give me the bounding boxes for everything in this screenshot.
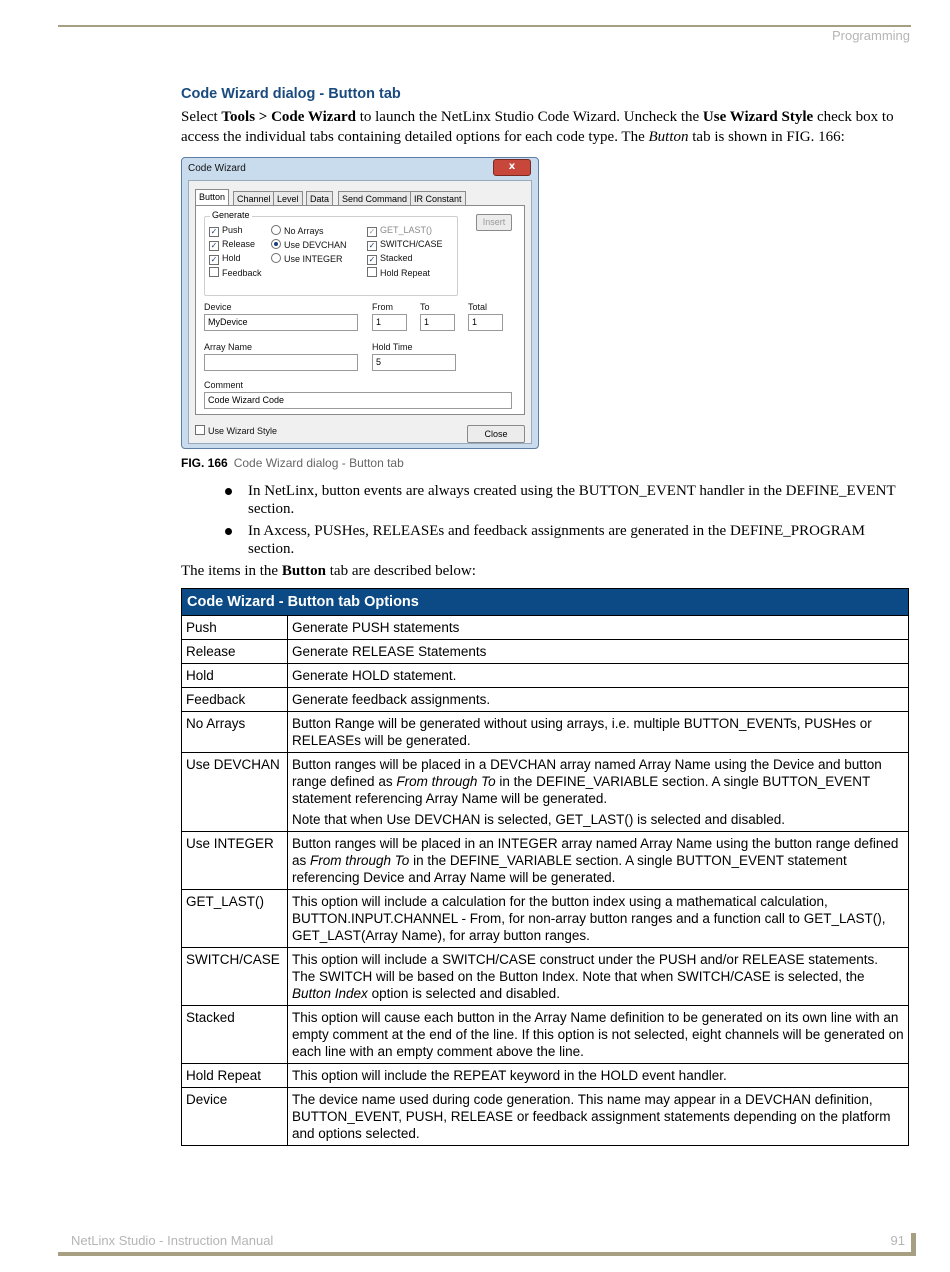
device-field[interactable]: MyDevice (204, 314, 358, 331)
stacked-checkbox[interactable]: ✓ Stacked (368, 253, 413, 264)
feedback-checkbox[interactable]: Feedback (209, 267, 262, 279)
tab-data[interactable]: Data (306, 191, 333, 206)
dialog-body (188, 180, 532, 444)
empty-checkbox-icon (195, 425, 205, 435)
intro-paragraph: Select Tools > Code Wizard to launch the NetLinx Studio Code Wizard. Uncheck the Use Wizard Style check box to access the individual tabs containing detailed options for each code type. The Button tab is shown in FIG. 166: (181, 109, 894, 145)
check-icon: ✓ (210, 241, 218, 250)
table-row (182, 753, 909, 832)
hold-time-label: Hold Time (372, 342, 413, 352)
option-note: Note that when Use DEVCHAN is selected, GET_LAST() is selected and disabled. (292, 812, 785, 827)
insert-button[interactable]: Insert (476, 214, 512, 231)
figure-number: FIG. 166 (181, 456, 228, 470)
check-icon: ✓ (368, 255, 376, 264)
table-row (182, 890, 909, 948)
table-row (182, 688, 909, 712)
tab-ir-constant[interactable]: IR Constant (410, 191, 466, 206)
option-description: Button Range will be generated without using arrays, i.e. multiple BUTTON_EVENTs, PUSHes or RELEASEs will be generated. (288, 712, 909, 753)
page-number: 91 (890, 1233, 905, 1248)
option-name: GET_LAST() (182, 890, 288, 948)
option-description: The device name used during code generation. This name may appear in a DEVCHAN definition, BUTTON_EVENT, PUSH, RELEASE or feedback assignment statements depending on the platform and options selected. (288, 1088, 909, 1146)
hold-repeat-checkbox[interactable]: Hold Repeat (367, 267, 430, 279)
main-content (181, 86, 909, 147)
check-icon: ✓ (368, 227, 376, 236)
table-row (182, 1064, 909, 1088)
option-name: SWITCH/CASE (182, 948, 288, 1006)
empty-checkbox-icon (209, 267, 219, 277)
option-name: Stacked (182, 1006, 288, 1064)
comment-field[interactable]: Code Wizard Code (204, 392, 512, 409)
table-header-row (182, 589, 909, 616)
footer-rule (58, 1252, 916, 1256)
total-label: Total (468, 302, 488, 312)
option-description: Generate PUSH statements (288, 616, 909, 640)
generate-group-label: Generate (212, 210, 250, 220)
option-name: Release (182, 640, 288, 664)
switch-case-checkbox[interactable]: ✓ SWITCH/CASE (368, 239, 443, 250)
array-name-label: Array Name (204, 342, 253, 352)
option-name: Hold Repeat (182, 1064, 288, 1088)
from-label: From (372, 302, 393, 312)
device-label: Device (204, 302, 232, 312)
radio-selected-icon (271, 239, 281, 249)
generate-group (204, 210, 458, 296)
dialog-title: Code Wizard (188, 163, 246, 174)
use-integer-radio[interactable]: Use INTEGER (271, 253, 343, 265)
option-description: Button ranges will be placed in an INTEGER array named Array Name using the button range defined as From through To in the DEFINE_VARIABLE section. A single BUTTON_EVENT statement referencing Device and Array Name will be generated. (288, 832, 909, 890)
radio-icon (271, 225, 281, 235)
footer-accent (911, 1233, 916, 1254)
tab-level[interactable]: Level (273, 191, 303, 206)
table-row (182, 712, 909, 753)
array-name-field[interactable] (204, 354, 358, 371)
option-name: Feedback (182, 688, 288, 712)
tab-channel[interactable]: Channel (233, 191, 275, 206)
comment-label: Comment (204, 380, 244, 390)
option-description: Generate HOLD statement. (288, 664, 909, 688)
section-title: Code Wizard dialog - Button tab (181, 86, 401, 102)
table-row (182, 616, 909, 640)
bullet-list (222, 482, 912, 562)
items-intro: The items in the Button tab are described below: (181, 563, 476, 579)
radio-icon (271, 253, 281, 263)
code-wizard-dialog-figure (181, 157, 539, 449)
table-title: Code Wizard - Button tab Options (182, 589, 909, 616)
use-devchan-radio[interactable]: Use DEVCHAN (271, 239, 347, 251)
header-rule (58, 25, 911, 27)
from-field[interactable]: 1 (372, 314, 407, 331)
option-description: This option will include a SWITCH/CASE construct under the PUSH and/or RELEASE statements. The SWITCH will be based on the Button Index. Note that when SWITCH/CASE is selected, the Button Index option is selected and disabled. (288, 948, 909, 1006)
get-last-checkbox: ✓ GET_LAST() (368, 225, 433, 236)
total-field[interactable]: 1 (468, 314, 503, 331)
option-name: No Arrays (182, 712, 288, 753)
button-tab-options-table (181, 588, 909, 1146)
hold-checkbox[interactable]: ✓ Hold (210, 253, 241, 264)
empty-checkbox-icon (367, 267, 377, 277)
push-checkbox[interactable]: ✓ Push (210, 225, 243, 236)
close-button[interactable]: Close (467, 425, 525, 443)
table-row (182, 1006, 909, 1064)
dialog-close-icon[interactable]: x (493, 159, 531, 176)
hold-time-field[interactable]: 5 (372, 354, 456, 371)
button-tab-panel (195, 205, 525, 415)
table-row (182, 640, 909, 664)
bullet-item: In NetLinx, button events are always created using the BUTTON_EVENT handler in the DEFINE_EVENT section. (222, 482, 912, 518)
option-description: This option will include the REPEAT keyword in the HOLD event handler. (288, 1064, 909, 1088)
to-label: To (420, 302, 430, 312)
check-icon: ✓ (210, 227, 218, 236)
no-arrays-radio[interactable]: No Arrays (271, 225, 324, 237)
table-row (182, 832, 909, 890)
option-name: Use DEVCHAN (182, 753, 288, 832)
header-section: Programming (831, 28, 910, 43)
tab-send-command[interactable]: Send Command (338, 191, 411, 206)
option-name: Hold (182, 664, 288, 688)
option-name: Push (182, 616, 288, 640)
table-row (182, 664, 909, 688)
table-row (182, 1088, 909, 1146)
figure-caption: FIG. 166 Code Wizard dialog - Button tab (181, 456, 404, 470)
release-checkbox[interactable]: ✓ Release (210, 239, 256, 250)
option-name: Use INTEGER (182, 832, 288, 890)
tab-button[interactable]: Button (195, 189, 229, 206)
bullet-item: In Axcess, PUSHes, RELEASEs and feedback assignments are generated in the DEFINE_PROGRAM section. (222, 522, 912, 558)
footer-manual-title: NetLinx Studio - Instruction Manual (71, 1233, 274, 1248)
table-row (182, 948, 909, 1006)
option-description: Generate RELEASE Statements (288, 640, 909, 664)
option-name: Device (182, 1088, 288, 1146)
option-description: Generate feedback assignments. (288, 688, 909, 712)
use-wizard-style-checkbox[interactable]: Use Wizard Style (195, 425, 277, 437)
to-field[interactable]: 1 (420, 314, 455, 331)
check-icon: ✓ (210, 255, 218, 264)
option-description: This option will cause each button in the Array Name definition to be generated on its own line with an empty comment at the end of the line. If this option is not selected, eight channels will be generated on each line with an empty comment above the line. (288, 1006, 909, 1064)
option-description: This option will include a calculation for the button index using a mathematical calculation, BUTTON.INPUT.CHANNEL - From, for non-array button ranges and a function call to GET_LAST(), GET_LAST(Array Name), for array button ranges. (288, 890, 909, 948)
check-icon: ✓ (368, 241, 376, 250)
option-description: Button ranges will be placed in a DEVCHAN array named Array Name using the Device and button range defined as From through To in the DEFINE_VARIABLE section. A single BUTTON_EVENT statement referencing Array Name will be generated. Note that when Use DEVCHAN is selected, GET_LAST() is selected and disabled. (288, 753, 909, 832)
